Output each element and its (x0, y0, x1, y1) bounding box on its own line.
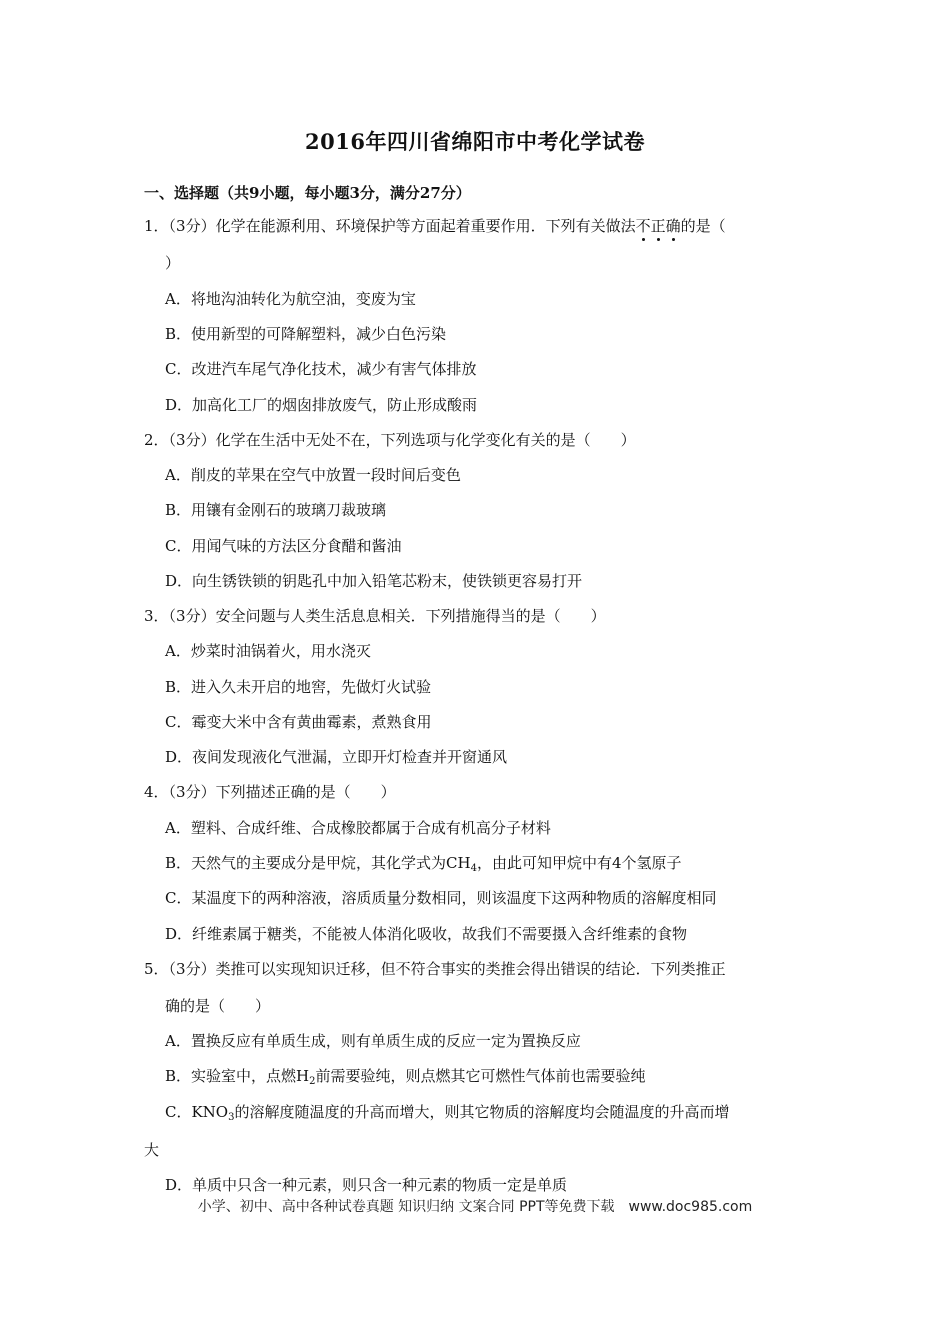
question-3-stem: 3．（3分）安全问题与人类生活息息相关．下列措施得当的是（ ） (144, 607, 606, 625)
question-2-option-c: C．用闻气味的方法区分食醋和酱油 (165, 537, 402, 555)
question-5-option-a: A．置换反应有单质生成，则有单质生成的反应一定为置换反应 (165, 1032, 581, 1050)
question-2-option-a: A．削皮的苹果在空气中放置一段时间后变色 (165, 466, 461, 484)
question-4-option-b: B．天然气的主要成分是甲烷，其化学式为$CH_4$，由此可知甲烷中有4个氢原子 (165, 854, 682, 874)
emphasis-char: 不 (635, 217, 651, 235)
question-1-option-a: A．将地沟油转化为航空油，变废为宝 (165, 290, 416, 308)
question-4-stem: 4．（3分）下列描述正确的是（ ） (144, 783, 396, 801)
question-3-option-b: B．进入久未开启的地窖，先做灯火试验 (165, 678, 432, 696)
question-5-option-b: B．实验室中，点燃$H_2$前需要验纯，则点燃其它可燃性气体前也需要验纯 (165, 1067, 646, 1087)
question-4-option-a: A．塑料、合成纤维、合成橡胶都属于合成有机高分子材料 (165, 819, 551, 837)
question-5-option-d: D．单质中只含一种元素，则只含一种元素的物质一定是单质 (165, 1176, 568, 1194)
question-1-stem: 1．（3分）化学在能源利用、环境保护等方面起着重要作用．下列有关做法不正确的是（ (144, 217, 726, 235)
page-title: 2016年四川省绵阳市中考化学试卷 (305, 129, 645, 154)
question-3-option-c: C．霉变大米中含有黄曲霉素，煮熟食用 (165, 713, 432, 731)
question-1-option-d: D．加高化工厂的烟囱排放废气，防止形成酸雨 (165, 396, 478, 414)
question-4-option-d: D．纤维素属于糖类，不能被人体消化吸收，故我们不需要摄入含纤维素的食物 (165, 925, 688, 943)
emphasis-char: 正 (650, 217, 666, 235)
question-4-option-c: C．某温度下的两种溶液，溶质质量分数相同，则该温度下这两种物质的溶解度相同 (165, 889, 717, 907)
question-1-stem-cont: ） (165, 254, 181, 272)
question-2-option-d: D．向生锈铁锁的钥匙孔中加入铅笔芯粉末，使铁锁更容易打开 (165, 572, 583, 590)
question-5-stem: 5．（3分）类推可以实现知识迁移，但不符合事实的类推会得出错误的结论．下列类推正 (144, 960, 726, 978)
question-1-option-b: B．使用新型的可降解塑料，减少白色污染 (165, 325, 447, 343)
question-5-option-c-cont: 大 (144, 1141, 160, 1159)
footer-watermark: 小学、初中、高中各种试卷真题 知识归纳 文案合同 PPT等免费下载 www.doc985.com (197, 1199, 753, 1215)
question-5-stem-cont: 确的是（ ） (165, 997, 271, 1015)
section-heading: 一、选择题（共9小题，每小题3分，满分27分） (144, 184, 471, 202)
question-2-stem: 2．（3分）化学在生活中无处不在，下列选项与化学变化有关的是（ ） (144, 431, 636, 449)
question-1-option-c: C．改进汽车尾气净化技术，减少有害气体排放 (165, 360, 477, 378)
question-3-option-a: A．炒菜时油锅着火，用水浇灭 (165, 642, 371, 660)
question-2-option-b: B．用镶有金刚石的玻璃刀裁玻璃 (165, 501, 387, 519)
emphasis-char: 确 (665, 217, 681, 235)
question-5-option-c: C．$KNO_3$的溶解度随温度的升高而增大，则其它物质的溶解度均会随温度的升高而增 (165, 1103, 730, 1123)
question-3-option-d: D．夜间发现液化气泄漏，立即开灯检查并开窗通风 (165, 748, 508, 766)
